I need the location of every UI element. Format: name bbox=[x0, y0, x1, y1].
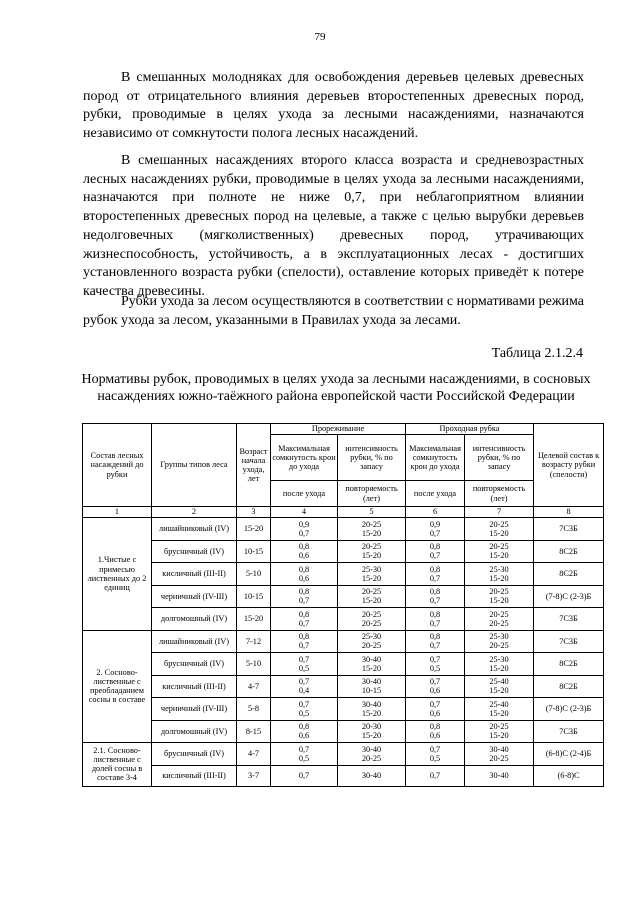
target-cell: 8С2Б bbox=[534, 675, 604, 698]
value-cell bbox=[271, 518, 338, 541]
value-bottom: 15-20 bbox=[361, 708, 382, 718]
table-row bbox=[83, 653, 604, 676]
value-top: 20-25 bbox=[489, 722, 509, 732]
table-row bbox=[83, 743, 604, 766]
value-cell bbox=[406, 743, 465, 766]
column-number: 7 bbox=[465, 507, 534, 518]
value-bottom: 0,6 bbox=[429, 686, 441, 696]
value-bottom: 20-25 bbox=[489, 753, 509, 763]
value-bottom: 15-20 bbox=[489, 596, 509, 606]
value-top: 25-40 bbox=[489, 677, 509, 687]
value-bottom: 0,7 bbox=[429, 528, 441, 538]
column-number-row bbox=[83, 507, 604, 518]
value-cell bbox=[465, 608, 534, 631]
header-target-composition: Целевой состав к возрасту рубки (спелости) bbox=[534, 424, 604, 507]
value-top: 25-40 bbox=[489, 699, 509, 709]
paragraph-rules: Рубки ухода за лесом осуществляются в соответствии с нормативами режима рубок ухода за лесом, указанными в Правилах ухода за лесами. bbox=[83, 294, 584, 328]
value-top: 0,8 bbox=[429, 609, 441, 619]
value-bottom: 0,7 bbox=[429, 596, 441, 606]
forest-type-cell: черничный (IV-III) bbox=[152, 585, 237, 608]
value-cell bbox=[338, 675, 406, 698]
value-bottom: 0,6 bbox=[298, 731, 310, 741]
target-cell: (7-8)С (2-3)Б bbox=[534, 698, 604, 721]
table-row bbox=[83, 675, 604, 698]
value-bottom: 0,5 bbox=[429, 753, 441, 763]
value-cell bbox=[338, 698, 406, 721]
value-bottom: 15-20 bbox=[361, 551, 382, 561]
table-row bbox=[83, 540, 604, 563]
forest-type-cell: брусничный (IV) bbox=[152, 540, 237, 563]
column-number: 8 bbox=[534, 507, 604, 518]
value-bottom: 0,5 bbox=[429, 663, 441, 673]
value-bottom: 10-15 bbox=[361, 686, 382, 696]
value-cell bbox=[465, 720, 534, 743]
value-cell bbox=[406, 585, 465, 608]
value-bottom: 15-20 bbox=[361, 528, 382, 538]
target-cell: 7С3Б bbox=[534, 630, 604, 653]
column-number: 3 bbox=[237, 507, 271, 518]
age-cell: 15-20 bbox=[237, 608, 271, 631]
value-bottom: 20-25 bbox=[361, 618, 382, 628]
value-top: 25-30 bbox=[489, 654, 509, 664]
table-row bbox=[83, 698, 604, 721]
age-cell: 5-10 bbox=[237, 653, 271, 676]
value-cell bbox=[338, 585, 406, 608]
value-top: 30-40 bbox=[361, 654, 382, 664]
header-passage-cutting: Проходная рубка bbox=[406, 424, 534, 435]
value-top: 0,8 bbox=[429, 542, 441, 552]
value-bottom: 15-20 bbox=[361, 731, 382, 741]
group-composition: 2. Сосново-лиственные с преобладанием сосны в составе bbox=[83, 630, 152, 743]
paragraph-young-stands: В смешанных молодняках для освобождения деревьев целевых древесных пород от отрицательного влияния деревьев второстепенных древесных пород, рубки, проводимые в целях ухода за лесными насаждениями, назначаются независимо от сомкнутости полога лесных насаждений. bbox=[83, 70, 584, 142]
value-top: 20-25 bbox=[489, 542, 509, 552]
value-cell bbox=[271, 698, 338, 721]
header-repeatability: повторяемость (лет) bbox=[338, 481, 406, 507]
value-top: 20-25 bbox=[361, 519, 382, 529]
value-cell bbox=[271, 630, 338, 653]
column-number: 5 bbox=[338, 507, 406, 518]
value-bottom: 15-20 bbox=[361, 573, 382, 583]
value-bottom: 0,5 bbox=[298, 663, 310, 673]
forest-type-cell: лишайниковый (IV) bbox=[152, 518, 237, 541]
value-cell: 30-40 bbox=[338, 765, 406, 786]
forest-type-cell: кисличный (III-II) bbox=[152, 563, 237, 586]
value-bottom: 0,6 bbox=[298, 551, 310, 561]
value-cell bbox=[465, 540, 534, 563]
header-intensity: интенсивность рубки, % по запасу bbox=[338, 435, 406, 481]
value-cell bbox=[406, 630, 465, 653]
value-cell bbox=[465, 653, 534, 676]
value-top: 20-25 bbox=[489, 519, 509, 529]
value-cell bbox=[338, 608, 406, 631]
column-number: 1 bbox=[83, 507, 152, 518]
age-cell: 5-8 bbox=[237, 698, 271, 721]
age-cell: 8-15 bbox=[237, 720, 271, 743]
value-cell: 30-40 bbox=[465, 765, 534, 786]
table-label: Таблица 2.1.2.4 bbox=[491, 346, 583, 361]
value-bottom: 15-20 bbox=[489, 686, 509, 696]
value-cell: 0,7 bbox=[406, 765, 465, 786]
header-composition: Состав лесных насаждений до рубки bbox=[83, 424, 152, 507]
table-row bbox=[83, 720, 604, 743]
value-top: 0,7 bbox=[429, 654, 441, 664]
header-max-density: Максимальная сомкнутость крон до ухода bbox=[406, 435, 465, 481]
age-cell: 4-7 bbox=[237, 743, 271, 766]
value-bottom: 20-25 bbox=[489, 641, 509, 651]
value-bottom: 15-20 bbox=[489, 708, 509, 718]
value-cell bbox=[338, 518, 406, 541]
header-start-age: Возраст начала ухода, лет bbox=[237, 424, 271, 507]
value-cell bbox=[271, 675, 338, 698]
value-top: 30-40 bbox=[361, 677, 382, 687]
paragraph-mixed-stands: В смешанных насаждениях второго класса возраста и средневозрастных лесных насаждениях рубки, проводимые в целях ухода за лесными насаждениями, назначаются при полноте не ниже 0,7, при неблагоприятном влиянии второстепенных древесных пород на целевые, а также с целью вырубки деревьев недолговечных (мягколиственных) древесных пород, утрачивающих жизнеспособность, устойчивость, а в эксплуатационных лесах - достигших установленного возраста рубки (спелости), оставление которых приведёт к потере качества древесины. bbox=[83, 153, 584, 299]
value-bottom: 20-25 bbox=[361, 753, 382, 763]
table-row bbox=[83, 563, 604, 586]
value-top: 0,9 bbox=[429, 519, 441, 529]
value-cell bbox=[338, 720, 406, 743]
value-cell bbox=[271, 743, 338, 766]
value-top: 0,7 bbox=[429, 744, 441, 754]
target-cell: 8С2Б bbox=[534, 653, 604, 676]
value-cell bbox=[465, 563, 534, 586]
table-row bbox=[83, 585, 604, 608]
target-cell: (7-8)С (2-3)Б bbox=[534, 585, 604, 608]
page-number: 79 bbox=[314, 31, 326, 43]
value-bottom: 0,7 bbox=[429, 573, 441, 583]
value-cell bbox=[406, 563, 465, 586]
value-top: 0,8 bbox=[429, 587, 441, 597]
header-repeatability: повторяемость (лет) bbox=[465, 481, 534, 507]
value-bottom: 0,5 bbox=[298, 708, 310, 718]
value-cell bbox=[406, 540, 465, 563]
value-bottom: 15-20 bbox=[489, 663, 509, 673]
value-top: 0,8 bbox=[298, 632, 310, 642]
value-top: 30-40 bbox=[361, 699, 382, 709]
column-number: 4 bbox=[271, 507, 338, 518]
value-cell bbox=[271, 585, 338, 608]
forest-type-cell: брусничный (IV) bbox=[152, 653, 237, 676]
value-top: 20-25 bbox=[489, 587, 509, 597]
value-bottom: 20-25 bbox=[361, 641, 382, 651]
value-cell bbox=[465, 585, 534, 608]
value-top: 30-40 bbox=[489, 744, 509, 754]
column-number: 6 bbox=[406, 507, 465, 518]
value-bottom: 0,7 bbox=[298, 528, 310, 538]
value-bottom: 20-25 bbox=[489, 618, 509, 628]
value-bottom: 15-20 bbox=[489, 573, 509, 583]
value-cell bbox=[338, 630, 406, 653]
value-cell bbox=[271, 608, 338, 631]
value-top: 0,8 bbox=[429, 564, 441, 574]
value-top: 0,8 bbox=[429, 632, 441, 642]
value-top: 0,7 bbox=[298, 677, 310, 687]
norms-table bbox=[82, 423, 604, 787]
value-top: 0,8 bbox=[429, 722, 441, 732]
value-top: 0,8 bbox=[298, 722, 310, 732]
value-top: 25-30 bbox=[361, 632, 382, 642]
header-intensity: интенсивность рубки, % по запасу bbox=[465, 435, 534, 481]
value-bottom: 15-20 bbox=[361, 663, 382, 673]
value-cell bbox=[465, 698, 534, 721]
target-cell: 8С2Б bbox=[534, 563, 604, 586]
age-cell: 10-15 bbox=[237, 540, 271, 563]
age-cell: 4-7 bbox=[237, 675, 271, 698]
value-cell bbox=[465, 743, 534, 766]
value-bottom: 0,7 bbox=[429, 618, 441, 628]
value-cell bbox=[271, 563, 338, 586]
value-top: 30-40 bbox=[361, 744, 382, 754]
forest-type-cell: кисличный (III-II) bbox=[152, 675, 237, 698]
value-top: 25-30 bbox=[489, 564, 509, 574]
age-cell: 7-12 bbox=[237, 630, 271, 653]
value-top: 0,7 bbox=[298, 699, 310, 709]
forest-type-cell: кисличный (III-II) bbox=[152, 765, 237, 786]
value-top: 20-30 bbox=[361, 722, 382, 732]
target-cell: 7С3Б bbox=[534, 608, 604, 631]
value-bottom: 15-20 bbox=[489, 528, 509, 538]
value-top: 0,7 bbox=[298, 654, 310, 664]
value-cell bbox=[271, 540, 338, 563]
value-cell bbox=[338, 743, 406, 766]
age-cell: 5-10 bbox=[237, 563, 271, 586]
forest-type-cell: долгомошный (IV) bbox=[152, 720, 237, 743]
value-cell bbox=[338, 653, 406, 676]
header-forest-types: Группы типов леса bbox=[152, 424, 237, 507]
value-top: 0,8 bbox=[298, 609, 310, 619]
value-cell bbox=[271, 720, 338, 743]
target-cell: 7С3Б bbox=[534, 720, 604, 743]
value-bottom: 0,6 bbox=[298, 573, 310, 583]
forest-type-cell: долгомошный (IV) bbox=[152, 608, 237, 631]
value-cell bbox=[271, 653, 338, 676]
group-composition: 1.Чистые с примесью лиственных до 2 единиц bbox=[83, 518, 152, 631]
value-top: 0,8 bbox=[298, 542, 310, 552]
table-row bbox=[83, 608, 604, 631]
value-top: 0,9 bbox=[298, 519, 310, 529]
value-top: 25-30 bbox=[489, 632, 509, 642]
value-cell bbox=[406, 698, 465, 721]
value-cell bbox=[406, 653, 465, 676]
forest-type-cell: брусничный (IV) bbox=[152, 743, 237, 766]
value-bottom: 15-20 bbox=[489, 551, 509, 561]
value-cell bbox=[465, 630, 534, 653]
target-cell: 8С2Б bbox=[534, 540, 604, 563]
age-cell: 3-7 bbox=[237, 765, 271, 786]
value-top: 0,7 bbox=[429, 699, 441, 709]
table-row bbox=[83, 518, 604, 541]
value-bottom: 0,4 bbox=[298, 686, 310, 696]
target-cell: (6-8)С (2-4)Б bbox=[534, 743, 604, 766]
value-cell: 0,7 bbox=[271, 765, 338, 786]
value-bottom: 15-20 bbox=[361, 596, 382, 606]
table-row bbox=[83, 765, 604, 786]
value-top: 20-25 bbox=[489, 609, 509, 619]
table-header-row bbox=[83, 424, 604, 435]
value-cell bbox=[406, 518, 465, 541]
target-cell: 7С3Б bbox=[534, 518, 604, 541]
value-top: 0,7 bbox=[298, 744, 310, 754]
value-cell bbox=[406, 675, 465, 698]
header-thinning: Прореживание bbox=[271, 424, 406, 435]
value-top: 0,8 bbox=[298, 564, 310, 574]
value-bottom: 0,7 bbox=[298, 596, 310, 606]
value-bottom: 0,7 bbox=[298, 618, 310, 628]
value-cell bbox=[338, 563, 406, 586]
value-bottom: 0,6 bbox=[429, 731, 441, 741]
value-cell bbox=[465, 518, 534, 541]
header-max-density: Максимальная сомкнутость крон до ухода bbox=[271, 435, 338, 481]
value-cell bbox=[406, 720, 465, 743]
value-top: 25-30 bbox=[361, 564, 382, 574]
value-cell bbox=[465, 675, 534, 698]
value-bottom: 0,7 bbox=[298, 641, 310, 651]
value-bottom: 15-20 bbox=[489, 731, 509, 741]
value-bottom: 0,6 bbox=[429, 708, 441, 718]
value-cell bbox=[338, 540, 406, 563]
header-after-care: после ухода bbox=[406, 481, 465, 507]
value-top: 20-25 bbox=[361, 609, 382, 619]
value-top: 0,7 bbox=[429, 677, 441, 687]
value-top: 20-25 bbox=[361, 587, 382, 597]
value-cell bbox=[406, 608, 465, 631]
value-top: 0,8 bbox=[298, 587, 310, 597]
table-title: Нормативы рубок, проводимых в целях ухода за лесными насаждениями, в сосновых насаждениях южно-таёжного района европейской части Российской Федерации bbox=[81, 372, 591, 404]
age-cell: 15-20 bbox=[237, 518, 271, 541]
table-row bbox=[83, 630, 604, 653]
target-cell: (6-8)С bbox=[534, 765, 604, 786]
value-bottom: 0,7 bbox=[429, 551, 441, 561]
forest-type-cell: черничный (IV-III) bbox=[152, 698, 237, 721]
value-bottom: 0,7 bbox=[429, 641, 441, 651]
forest-type-cell: лишайниковый (IV) bbox=[152, 630, 237, 653]
header-after-care: после ухода bbox=[271, 481, 338, 507]
value-bottom: 0,5 bbox=[298, 753, 310, 763]
column-number: 2 bbox=[152, 507, 237, 518]
group-composition: 2.1. Сосново-лиственные с долей сосны в составе 3-4 bbox=[83, 743, 152, 787]
age-cell: 10-15 bbox=[237, 585, 271, 608]
value-top: 20-25 bbox=[361, 542, 382, 552]
